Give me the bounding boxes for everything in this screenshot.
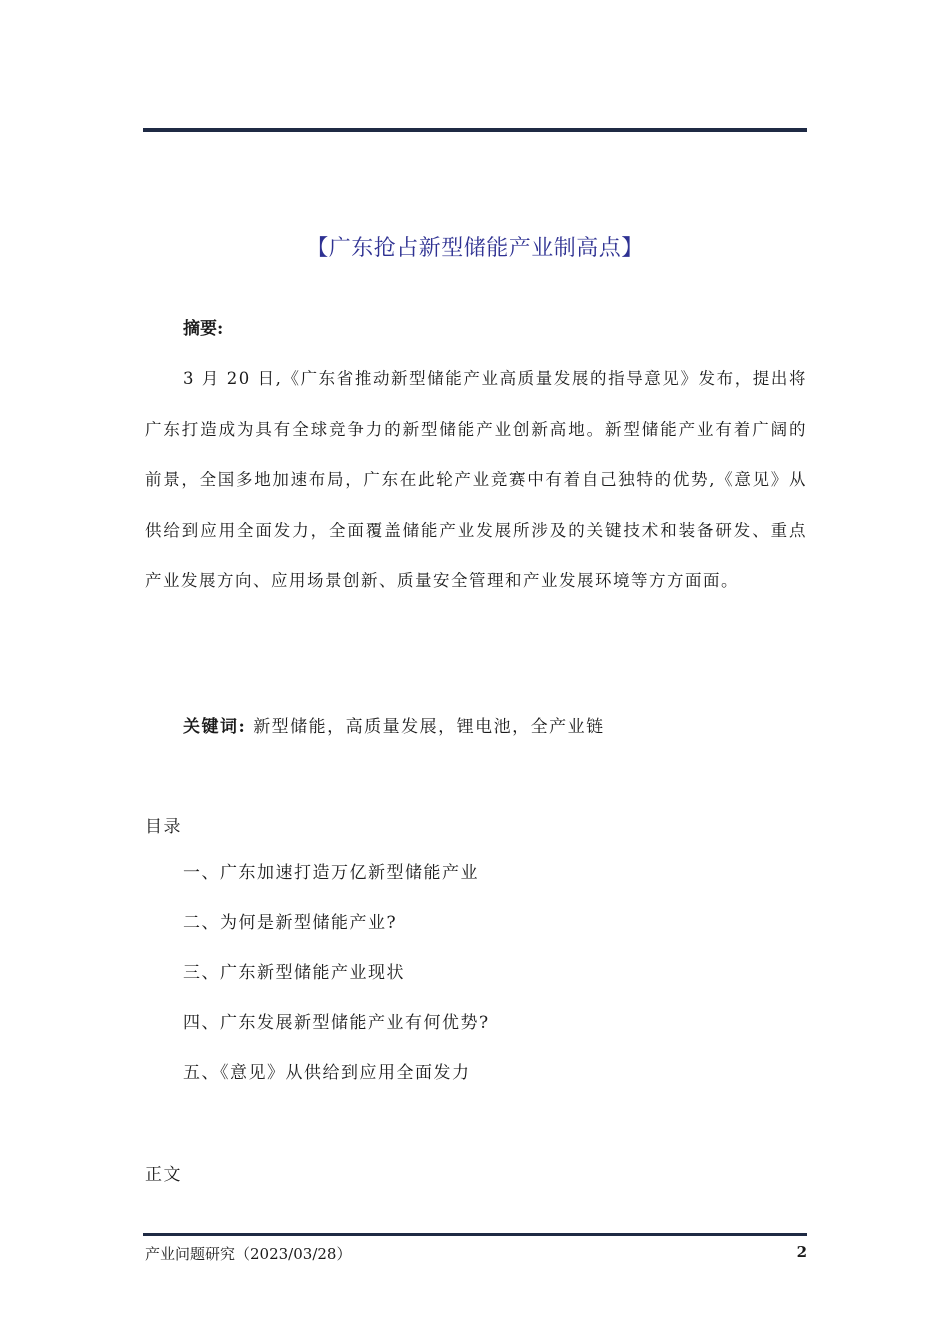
toc-title: 目录 xyxy=(145,817,182,837)
keywords-text: 新型储能，高质量发展，锂电池，全产业链 xyxy=(253,717,605,737)
toc-item: 五、《意见》从供给到应用全面发力 xyxy=(183,1063,471,1083)
toc-item: 四、广东发展新型储能产业有何优势? xyxy=(183,1013,490,1033)
abstract-label: 摘要: xyxy=(183,319,224,339)
footer-rule xyxy=(143,1233,807,1236)
toc-list xyxy=(183,856,490,1106)
keywords-label: 关键词: xyxy=(183,717,247,737)
document-title: 【广东抢占新型储能产业制高点】 xyxy=(306,236,644,261)
abstract-body: 3 月 20 日,《广东省推动新型储能产业高质量发展的指导意见》发布，提出将广东打造成为具有全球竞争力的新型储能产业创新高地。新型储能产业有着广阔的前景，全国多地加速布局，广东在此轮产业竞赛中有着自己独特的优势,《意见》从供给到应用全面发力，全面覆盖储能产业发展所涉及的关键技术和装备研发、重点产业发展方向、应用场景创新、质量安全管理和产业发展环境等方方面面。 xyxy=(145,369,807,591)
toc-item: 一、广东加速打造万亿新型储能产业 xyxy=(183,863,479,883)
toc-item: 二、为何是新型储能产业? xyxy=(183,913,398,933)
header-rule xyxy=(143,128,807,132)
body-section-title: 正文 xyxy=(145,1165,182,1185)
toc-item: 三、广东新型储能产业现状 xyxy=(183,963,405,983)
footer-publication: 产业问题研究（2023/03/28） xyxy=(145,1245,352,1263)
page-number: 2 xyxy=(796,1243,807,1261)
keywords xyxy=(183,712,605,737)
